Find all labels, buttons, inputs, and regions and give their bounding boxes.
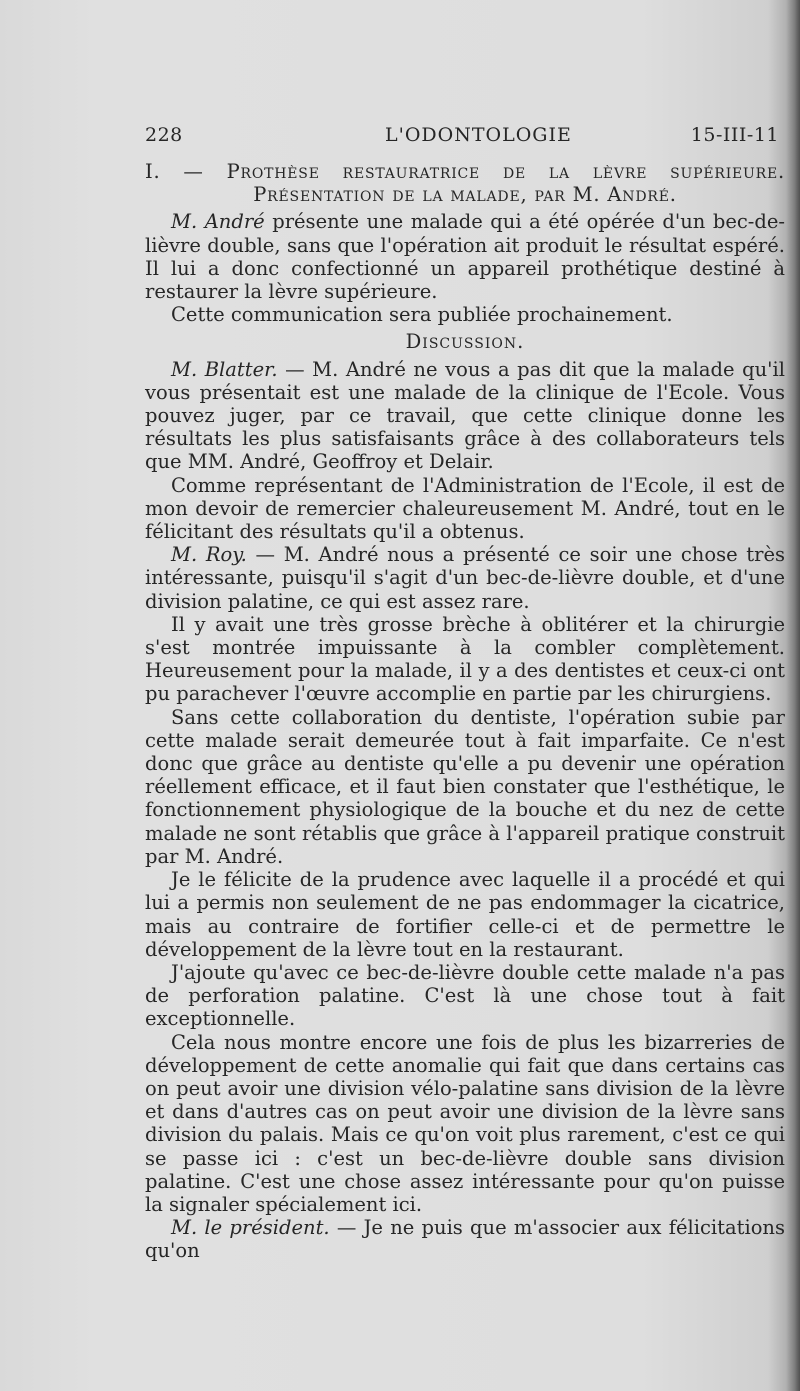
issue-date: 15-III-11	[690, 124, 779, 146]
paragraph-text: — M. André nous a présenté ce soir une chose très intéressante, puisqu'il s'agit d'un bec-de-lièvre double, et d'une division palatine, ce qui est assez rare.	[145, 543, 785, 613]
paragraph-text: Il y avait une très grosse brèche à oblitérer et la chirurgie s'est montrée impuissante à la combler complètement. Heureusement pour la malade, il y a des dentistes et ceux-ci ont pu parachever l'œuvre accomplie en partie par les chirurgiens.	[145, 612, 785, 706]
page-binding-shadow	[786, 0, 800, 1391]
paragraph	[145, 210, 785, 303]
paragraph-text: Je le félicite de la prudence avec laquelle il a procédé et qui lui a permis non seulement de ne pas endommager la cicatrice, mais au contraire de fortifier celle-ci et de permettre le développement de la lèvre tout en la restaurant.	[145, 868, 785, 961]
paragraph-text: Comme représentant de l'Administration de l'Ecole, il est de mon devoir de remercier chaleureusement M. André, tout en le félicitant des résultats qu'il a obtenus.	[145, 473, 785, 544]
journal-title: L'ODONTOLOGIE	[385, 124, 572, 146]
paragraph-text: Sans cette collaboration du dentiste, l'opération subie par cette malade serait demeurée tout à fait imparfaite. Ce n'est donc que grâce au dentiste qu'elle a pu devenir une opération réellement efficace, et il faut bien constater que l'esthétique, le fonctionnement physiologique de la bouche et du nez de cette malade ne sont rétablis que grâce à l'appareil pratique construit par M. André.	[145, 705, 785, 868]
paragraph	[145, 1216, 785, 1262]
paragraph	[145, 706, 785, 868]
page-number: 228	[145, 124, 183, 146]
paragraph	[145, 868, 785, 961]
paragraph-text: — M. André ne vous a pas dit que la malade qu'il vous présentait est une malade de la clinique de l'Ecole. Vous pouvez juger, par ce travail, que cette clinique donne les résultats les plus satisfaisants grâce à des collaborateurs tels que MM. André, Geoffroy et Delair.	[145, 357, 785, 474]
article-body	[145, 160, 785, 1263]
paragraph	[145, 613, 785, 706]
running-header	[145, 124, 785, 152]
paragraph	[145, 1031, 785, 1217]
paragraph-text: Cette communication sera publiée prochainement.	[171, 303, 673, 327]
paragraph-text: Cela nous montre encore une fois de plus les bizarreries de développement de cette anomalie qui fait que dans certains cas on peut avoir une division vélo-palatine sans division de la lèvre et dans d'autres cas on peut avoir une division de la lèvre sans division du palais. Mais ce qu'on voit plus rarement, c'est ce qui se passe ici : c'est un bec-de-lièvre double sans division palatine. C'est une chose assez intéressante pour qu'on puisse la signaler spécialement ici.	[145, 1030, 785, 1216]
section-title: I. — Prothèse restauratrice de la lèvre supérieure. Présentation de la malade, par M. André.	[145, 160, 785, 207]
paragraph	[145, 303, 785, 326]
discussion-heading: Discussion.	[405, 330, 525, 354]
speaker-name: M. André	[171, 210, 265, 234]
paragraph-text: J'ajoute qu'avec ce bec-de-lièvre double cette malade n'a pas de perforation palatine. C'est là une chose tout à fait exceptionnelle.	[145, 960, 785, 1031]
paragraph-text: présente une malade qui a été opérée d'un bec-de-lièvre double, sans que l'opération ait produit le résultat espéré. Il lui a donc confectionné un appareil prothétique destiné à restaurer la lèvre supérieure.	[145, 210, 785, 304]
paragraph	[145, 961, 785, 1031]
paragraph	[145, 474, 785, 544]
paragraph-text: — Je ne puis que m'associer aux félicitations qu'on	[145, 1216, 785, 1263]
speaker-name: M. le président.	[171, 1216, 330, 1240]
speaker-name: M. Blatter.	[171, 357, 278, 381]
speaker-name: M. Roy.	[171, 543, 247, 567]
paragraph	[145, 358, 785, 474]
paragraph	[145, 543, 785, 613]
